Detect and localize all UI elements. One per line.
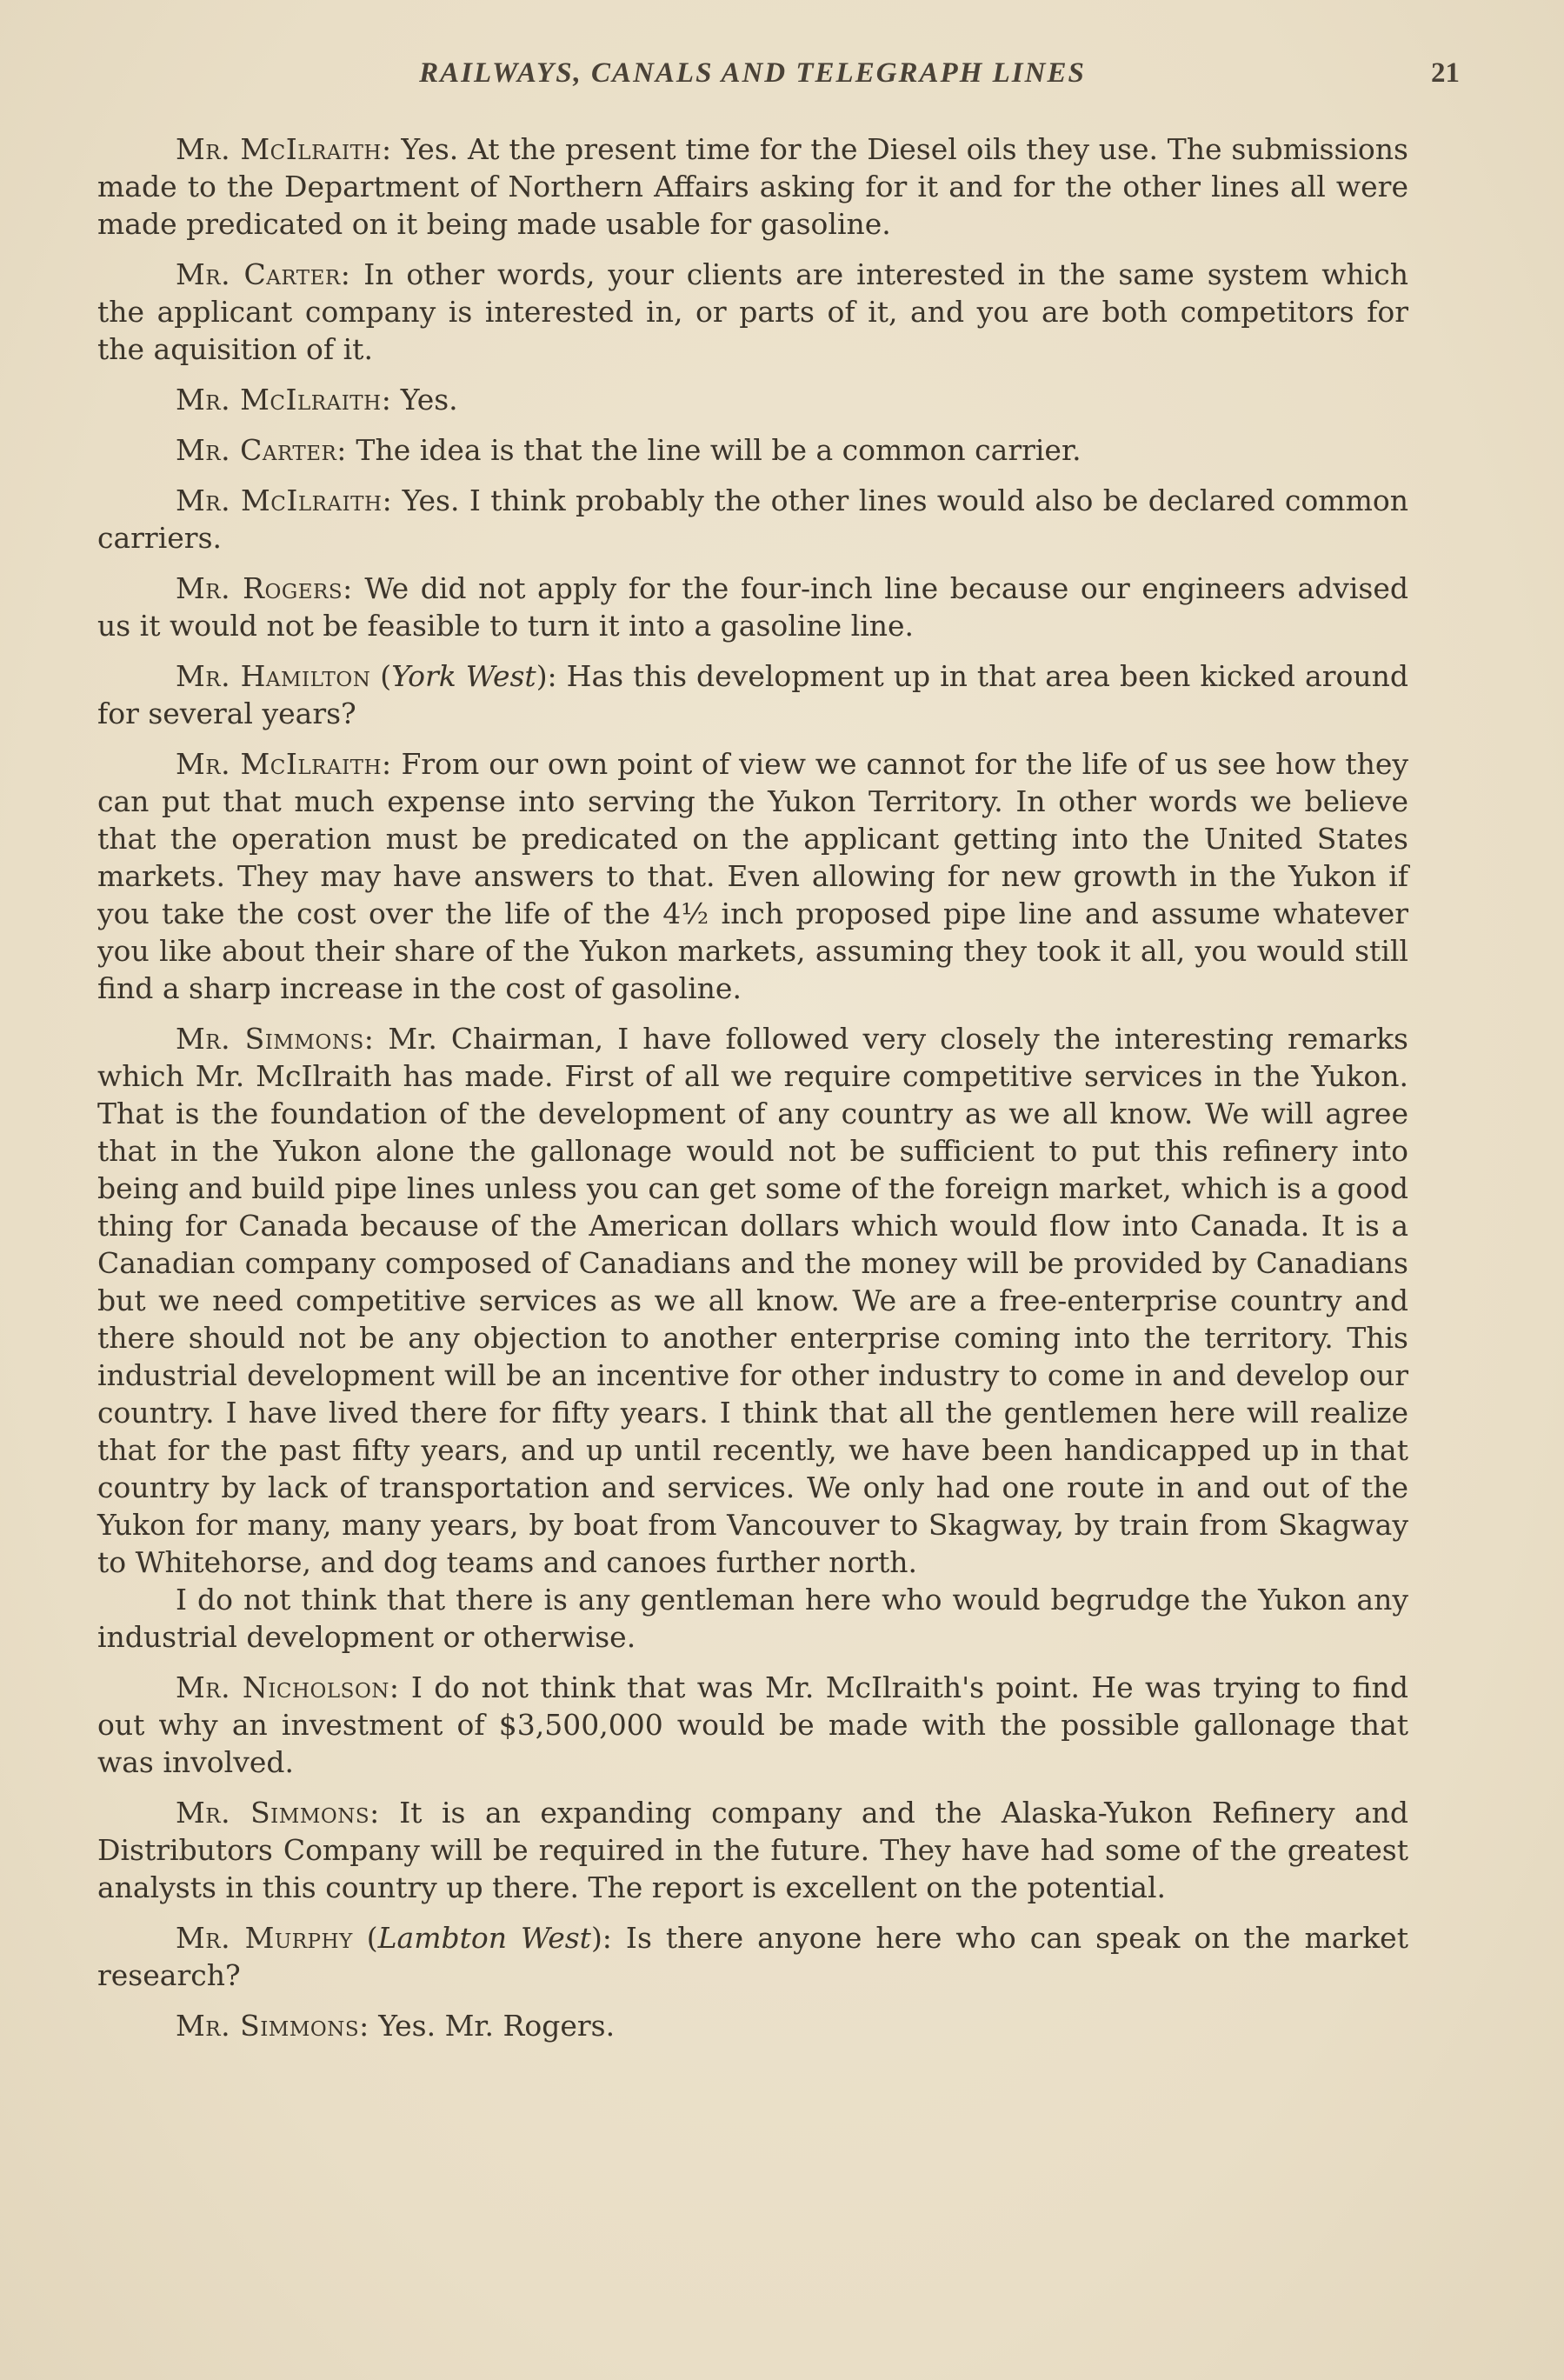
paragraph: [97, 482, 1408, 557]
paragraph-text: Yes.: [391, 383, 458, 417]
speaker-name: Mr. McIlraith:: [176, 483, 393, 517]
paragraph: [97, 745, 1408, 1007]
speaker-name: Mr. Simmons:: [176, 1796, 380, 1830]
paragraph: [97, 2007, 1408, 2044]
paragraph: Mr. Murphy (Lambton West): Is there anyone here who can speak on the market research?: [97, 1921, 1408, 1992]
speaker-name: Mr. Carter:: [176, 257, 351, 291]
paragraph: [97, 431, 1408, 469]
paragraph: [97, 570, 1408, 644]
paragraph-text: Has this development up in that area been kicked around for several years?: [97, 659, 1408, 730]
speaker-name: Mr. Simmons:: [176, 2009, 369, 2043]
speaker-name: Mr. McIlraith:: [176, 132, 392, 166]
speaker-name: Mr. Murphy: [176, 1921, 353, 1955]
paragraph: [97, 381, 1408, 418]
continuation-paragraph: I do not think that there is any gentleman here who would begrudge the Yukon any industrial development or otherwise.: [97, 1583, 1408, 1654]
paragraph: [97, 1020, 1408, 1581]
paragraph: [97, 1669, 1408, 1781]
transcript-body: [97, 130, 1408, 2057]
riding-name: York West: [391, 659, 536, 693]
paragraph-text: Mr. Chairman, I have followed very closely the interesting remarks which Mr. McIlraith has made. First of all we require competitive services in the Yukon. That is the foundation of the development of any country as we all know. We will agree that in the Yukon alone the gallonage would not be sufficient to put this refinery into being and build pipe lines unless you can get some of the foreign market, which is a good thing for Canada because of the American dollars which would flow into Canada. It is a Canadian company composed of Canadians and the money will be provided by Canadians but we need competitive services as we all know. We are a free-enterprise country and there should not be any objection to another enterprise coming into the territory. This industrial development will be an incentive for other industry to come in and develop our country. I have lived there for fifty years. I think that all the gentlemen here will realize that for the past fifty years, and up until recently, we have been handicapped up in that country by lack of transportation and services. We only had one route in and out of the Yukon for many, many years, by boat from Vancouver to Skagway, by train from Skagway to Whitehorse, and dog teams and canoes further north.: [97, 1022, 1408, 1579]
paragraph: Mr. Hamilton (York West): Has this development up in that area been kicked around for several years?: [97, 659, 1408, 730]
paragraph-text: I do not think that was Mr. McIlraith's point. He was trying to find out why an investment of $3,500,000 would be made with the possible gallonage that was involved.: [97, 1670, 1408, 1779]
speaker-name: Mr. Nicholson:: [176, 1670, 400, 1704]
page-number: 21: [1431, 57, 1460, 89]
paragraph: [97, 130, 1408, 243]
speaker-name: Mr. Carter:: [176, 433, 347, 467]
paragraph-text: In other words, your clients are interested in the same system which the applicant company is interested in, or parts of it, and you are both competitors for the aquisition of it.: [97, 257, 1408, 366]
speaker-name: Mr. Hamilton: [176, 659, 371, 693]
paragraph: [97, 256, 1408, 368]
riding-name: Lambton West: [377, 1921, 591, 1955]
paragraph: [97, 1794, 1408, 1906]
speaker-name: Mr. McIlraith:: [176, 747, 392, 781]
paragraph-text: Yes. I think probably the other lines would also be declared common carriers.: [97, 483, 1408, 555]
paragraph-text: Yes. Mr. Rogers.: [369, 2009, 616, 2043]
speaker-name: Mr. McIlraith:: [176, 383, 392, 417]
page-header: [97, 57, 1460, 101]
paragraph-text: From our own point of view we cannot for the life of us see how they can put that much expense into serving the Yukon Territory. In other words we believe that the operation must be predicated on the applicant getting into the United States markets. They may have answers to that. Even allowing for new growth in the Yukon if you take the cost over the life of the 4½ inch proposed pipe line and assume whatever you like about their share of the Yukon markets, assuming they took it all, you would still find a sharp increase in the cost of gasoline.: [97, 747, 1409, 1005]
paragraph-text: Yes. At the present time for the Diesel oils they use. The submissions made to the Department of Northern Affairs asking for it and for the other lines all were made predicated on it being made usable for gasoline.: [97, 132, 1408, 241]
paragraph-text: We did not apply for the four-inch line because our engineers advised us it would not be feasible to turn it into a gasoline line.: [97, 571, 1408, 643]
running-title: RAILWAYS, CANALS AND TELEGRAPH LINES: [419, 57, 1086, 89]
paragraph-text: The idea is that the line will be a common carrier.: [346, 433, 1081, 467]
paragraph-text: It is an expanding company and the Alaska-Yukon Refinery and Distributors Company will be required in the future. They have had some of the greatest analysts in this country up there. The report is excellent on the potential.: [97, 1796, 1408, 1904]
speaker-name: Mr. Simmons:: [176, 1022, 375, 1056]
speaker-name: Mr. Rogers:: [176, 571, 353, 605]
paragraph-text: Is there anyone here who can speak on the market research?: [97, 1921, 1408, 1992]
